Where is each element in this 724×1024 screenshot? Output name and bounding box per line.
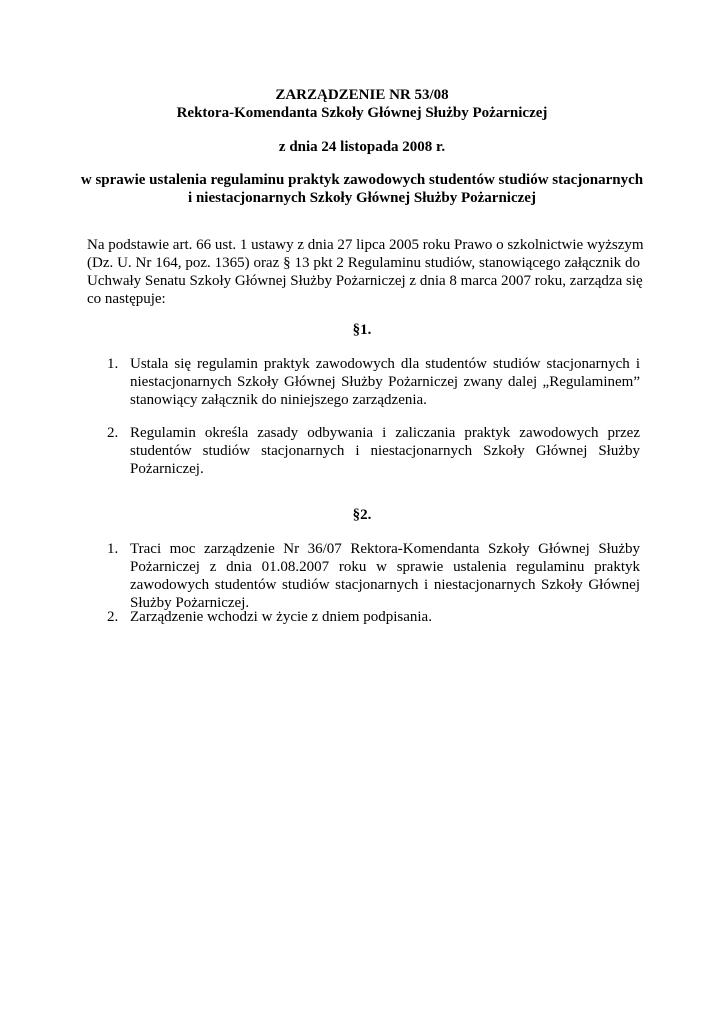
document-subject — [0, 171, 724, 207]
list-item-text — [130, 608, 640, 626]
document-header — [0, 86, 724, 122]
section-2-title: §2. — [352, 507, 372, 523]
intro-line: Uchwały Senatu Szkoły Głównej Służby Pożarniczej z dnia 8 marca 2007 roku, zarządza się — [87, 273, 643, 289]
list-item-line: Traci moc zarządzenie Nr 36/07 Rektora-Komendanta Szkoły Głównej Służby — [130, 541, 640, 557]
list-item-line: studentów studiów stacjonarnych i niestacjonarnych Szkoły Głównej Służby — [130, 443, 640, 459]
section-1-title: §1. — [352, 322, 372, 338]
intro-line: (Dz. U. Nr 164, poz. 1365) oraz § 13 pkt 2 Regulaminu studiów, stanowiącego załącznik do — [87, 255, 640, 271]
list-item-line: stanowiący załącznik do niniejszego zarządzenia. — [130, 392, 427, 408]
list-item-line: Pożarniczej z dnia 01.08.2007 roku w sprawie ustalenia regulaminu praktyk — [130, 559, 640, 575]
list-item-line: Pożarniczej. — [130, 461, 204, 477]
list-item-line: Służby Pożarniczej. — [130, 595, 250, 611]
list-item-line: Regulamin określa zasady odbywania i zaliczania praktyk zawodowych przez — [130, 425, 640, 441]
intro-paragraph — [87, 236, 644, 308]
document-title: ZARZĄDZENIE NR 53/08 — [275, 87, 449, 103]
document-date: z dnia 24 listopada 2008 r. — [278, 139, 446, 155]
list-item-text — [130, 540, 640, 612]
intro-line: Na podstawie art. 66 ust. 1 ustawy z dnia 27 lipca 2005 roku Prawo o szkolnictwie wyższym — [87, 237, 644, 253]
list-item-text — [130, 355, 640, 409]
document-issuer: Rektora-Komendanta Szkoły Głównej Służby Pożarniczej — [176, 105, 548, 121]
list-item-number: 2. — [107, 609, 119, 625]
list-item-line: Ustala się regulamin praktyk zawodowych dla studentów studiów stacjonarnych i — [130, 356, 640, 372]
subject-line: i niestacjonarnych Szkoły Głównej Służby Pożarniczej — [188, 190, 536, 206]
list-item-line: zawodowych studentów studiów stacjonarnych i niestacjonarnych Szkoły Głównej — [130, 577, 640, 593]
list-item-number: 1. — [107, 356, 119, 372]
intro-line: co następuje: — [87, 291, 166, 307]
list-item-line: Zarządzenie wchodzi w życie z dniem podpisania. — [130, 609, 432, 625]
list-item-text — [130, 424, 640, 478]
list-item-number: 1. — [107, 541, 119, 557]
list-item-number: 2. — [107, 425, 119, 441]
list-item-line: niestacjonarnych Szkoły Głównej Służby Pożarniczej zwany dalej „Regulaminem” — [130, 374, 640, 390]
document-date-block — [0, 138, 724, 156]
subject-line: w sprawie ustalenia regulaminu praktyk zawodowych studentów studiów stacjonarnych — [80, 172, 644, 188]
